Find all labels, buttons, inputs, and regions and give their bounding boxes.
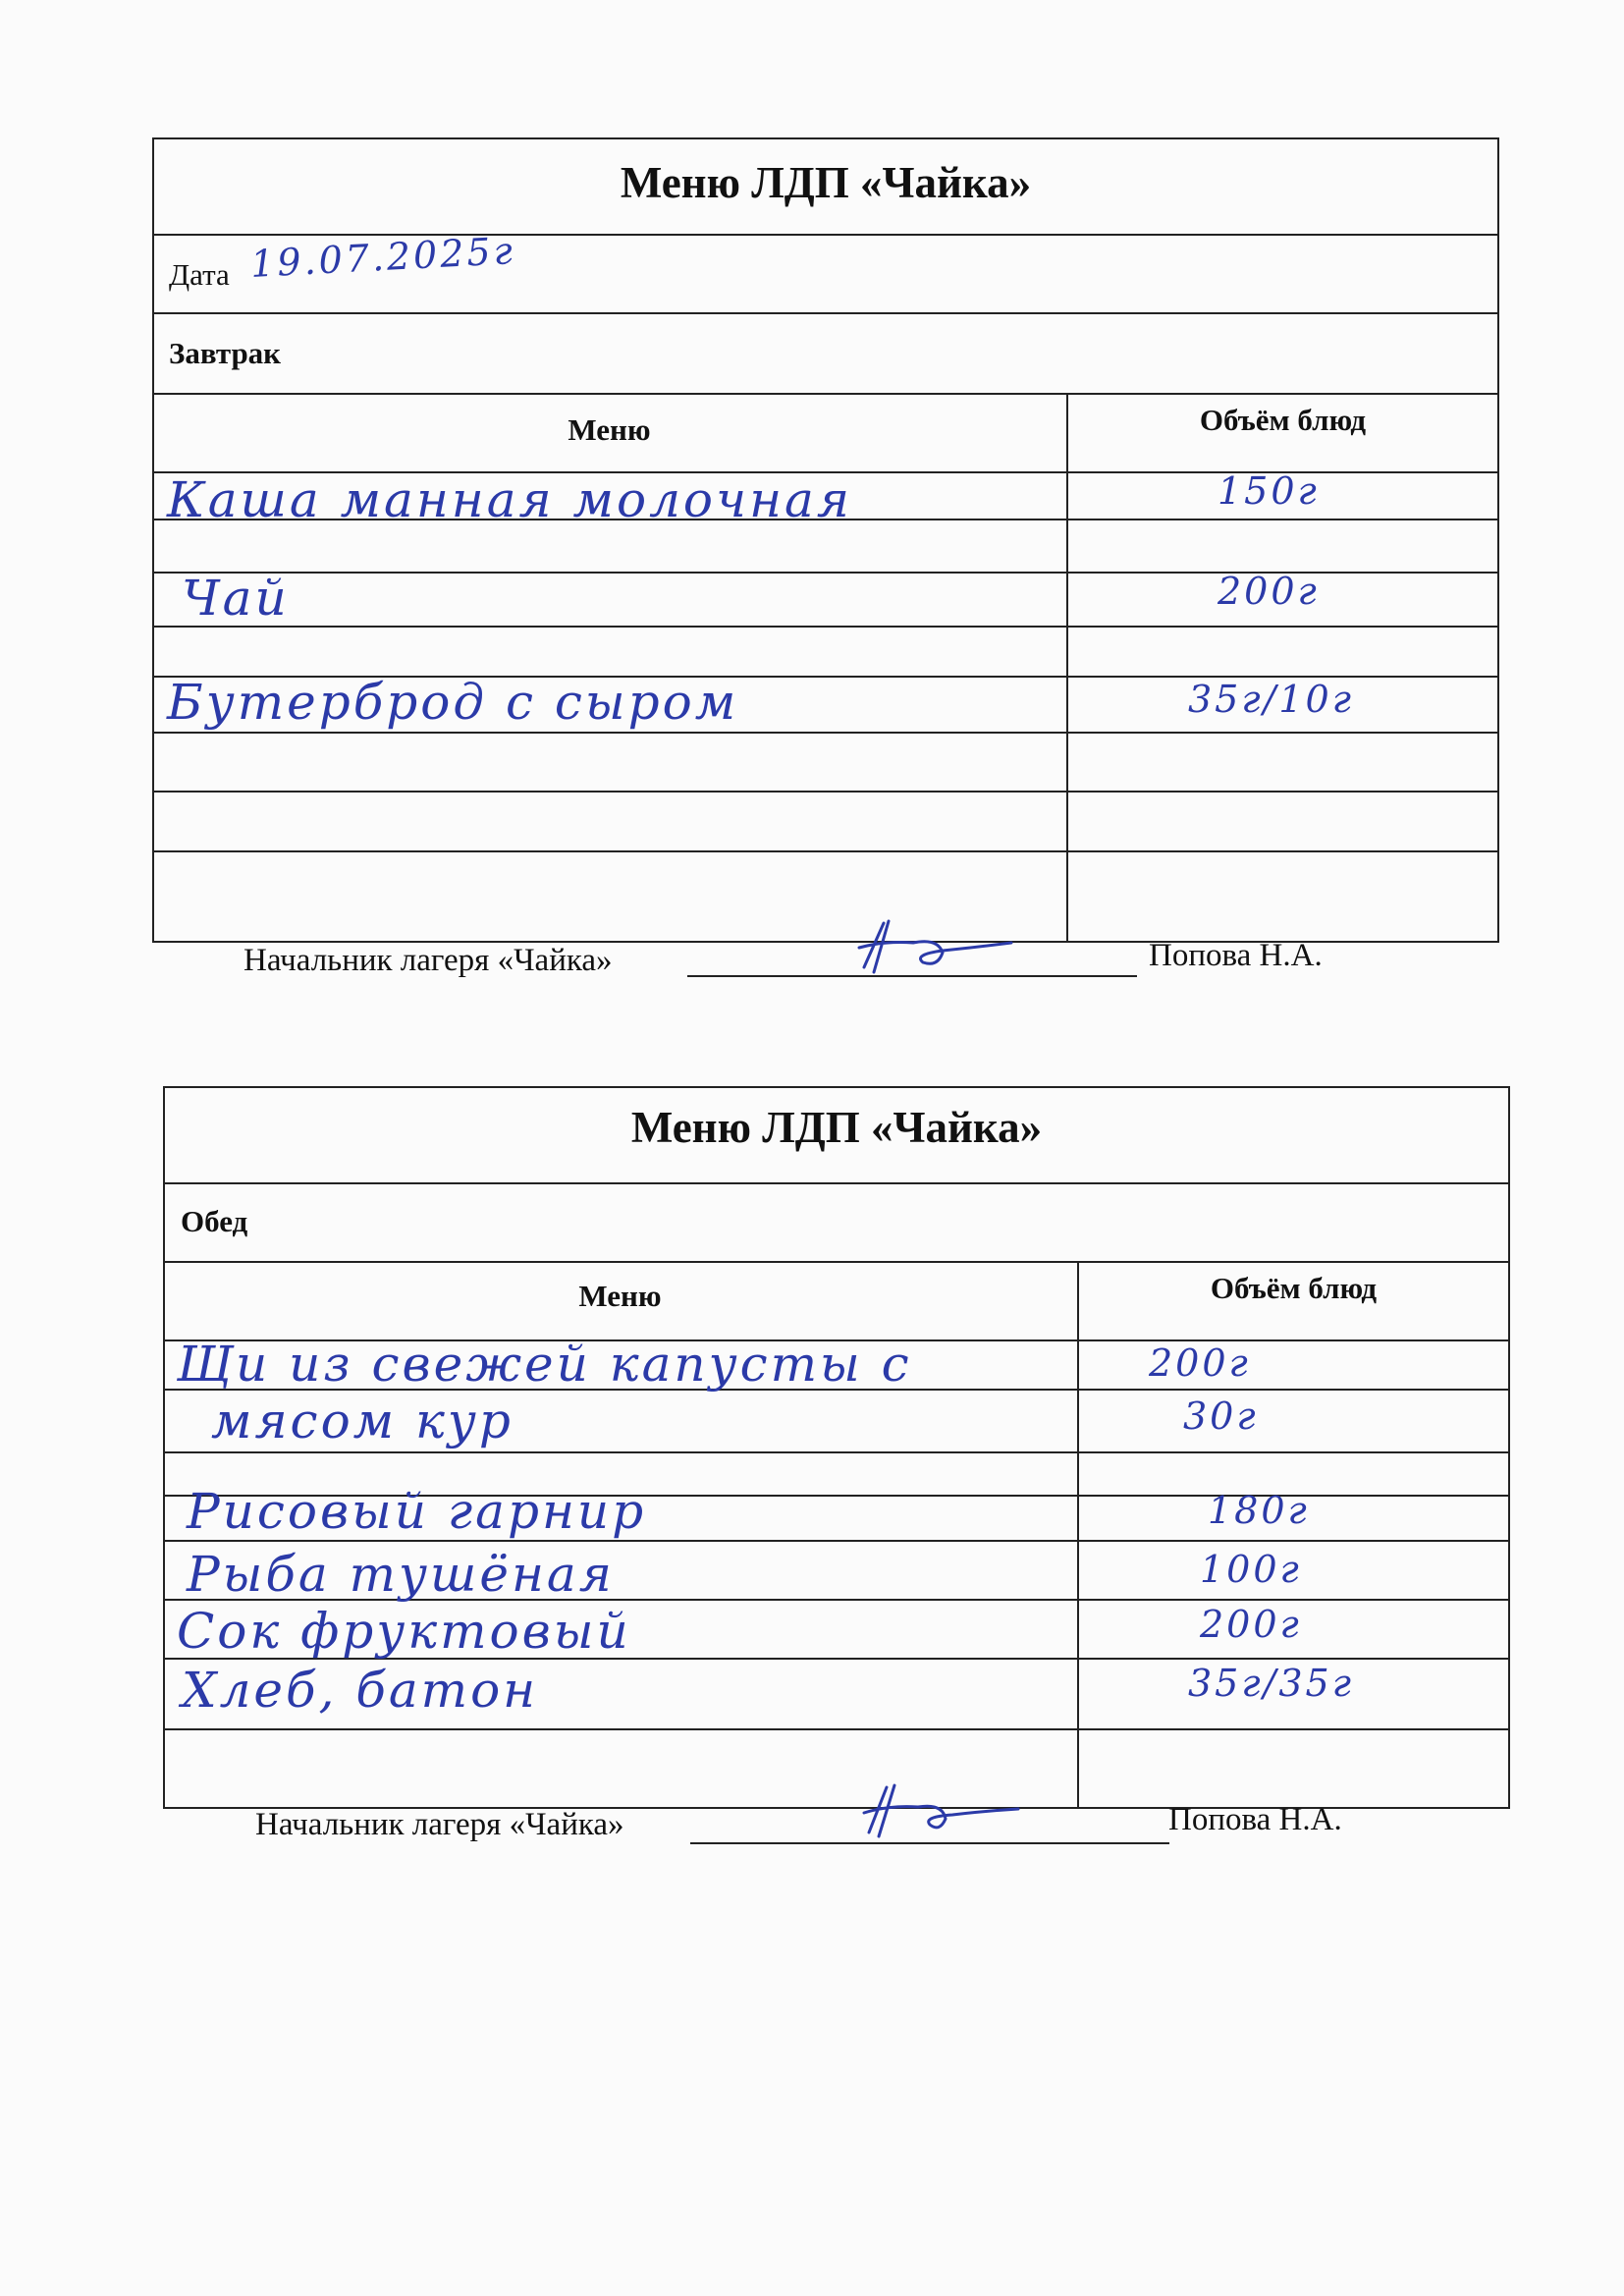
- volume-entry: 200г: [1218, 570, 1320, 613]
- divider: [152, 626, 1499, 628]
- divider: [152, 312, 1499, 314]
- dish-entry: Сок фруктовый: [177, 1603, 631, 1660]
- dish-entry: Рисовый гарнир: [187, 1483, 647, 1540]
- volume-entry: 35г/35г: [1188, 1662, 1354, 1705]
- dish-entry: Рыба тушёная: [187, 1546, 615, 1603]
- dish-entry: Щи из свежей капусты с: [177, 1336, 912, 1393]
- divider: [163, 1540, 1510, 1542]
- date-value: 19.07.2025г: [249, 228, 516, 287]
- dish-entry: мясом кур: [211, 1393, 514, 1449]
- card-title: Меню ЛДП «Чайка»: [620, 158, 1032, 207]
- dish-entry: Чай: [182, 570, 290, 627]
- camp-director-name: Попова Н.А.: [1149, 938, 1323, 973]
- volume-entry: 180г: [1208, 1489, 1310, 1532]
- meal-label: Завтрак: [169, 336, 282, 370]
- meal-label: Обед: [181, 1204, 248, 1238]
- volume-entry: 30г: [1183, 1394, 1259, 1438]
- dish-entry: Бутерброд с сыром: [167, 674, 739, 731]
- handwritten-signature: [844, 913, 1021, 982]
- dish-entry: Хлеб, батон: [182, 1662, 539, 1719]
- divider: [163, 1728, 1510, 1730]
- divider: [152, 234, 1499, 236]
- column-header-volume: Объём блюд: [1199, 403, 1367, 437]
- column-header-volume: Объём блюд: [1210, 1271, 1378, 1305]
- divider: [152, 393, 1499, 395]
- divider: [163, 1261, 1510, 1263]
- card-title: Меню ЛДП «Чайка»: [630, 1103, 1043, 1152]
- column-divider: [1066, 393, 1068, 943]
- volume-entry: 200г: [1149, 1341, 1251, 1385]
- date-label: Дата: [169, 257, 230, 292]
- volume-entry: 100г: [1200, 1548, 1302, 1591]
- divider: [152, 791, 1499, 793]
- dish-entry: Каша манная молочная: [167, 471, 852, 528]
- camp-director-label: Начальник лагеря «Чайка»: [255, 1807, 624, 1842]
- divider: [163, 1182, 1510, 1184]
- column-divider: [1077, 1261, 1079, 1809]
- divider: [152, 850, 1499, 852]
- divider: [163, 1451, 1510, 1453]
- camp-director-label: Начальник лагеря «Чайка»: [244, 943, 613, 978]
- handwritten-signature: [849, 1776, 1026, 1844]
- divider: [152, 732, 1499, 734]
- volume-entry: 150г: [1218, 469, 1320, 513]
- column-header-menu: Меню: [578, 1279, 662, 1313]
- camp-director-name: Попова Н.А.: [1168, 1802, 1342, 1837]
- volume-entry: 200г: [1200, 1603, 1302, 1646]
- volume-entry: 35г/10г: [1188, 678, 1354, 721]
- column-header-menu: Меню: [568, 412, 651, 447]
